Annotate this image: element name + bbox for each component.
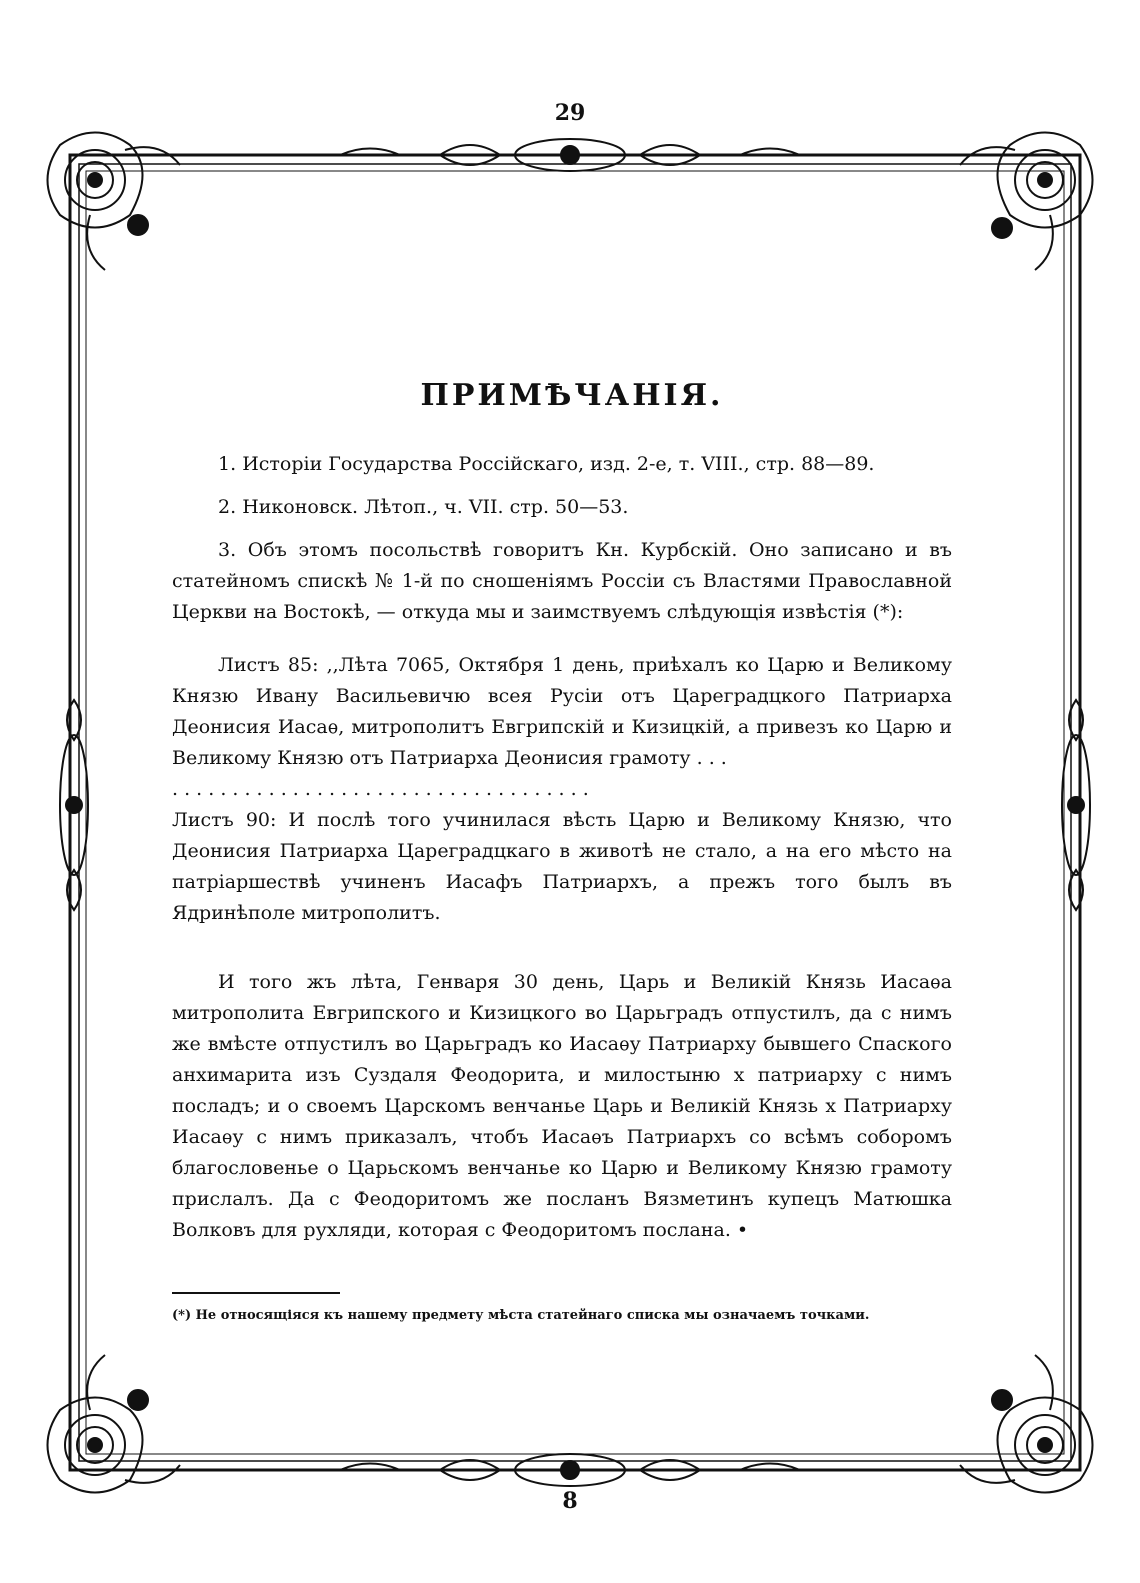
- note-2: [172, 492, 952, 523]
- quote-paragraph-sheet-90: Листъ 90: И послѣ того учинилася вѣсть Царю и Великому Князю, что Деонисия Патриарха Цареградцкаго в животѣ не стало, а на его мѣсто на патріаршествѣ учиненъ Иасафъ Патриархъ, а прежъ того былъ въ Ядринѣполе митрополитъ.: [172, 809, 952, 924]
- note-number: 2.: [218, 496, 237, 518]
- left-side-ornament: [60, 700, 88, 910]
- quote-paragraph-sheet-85: Листъ 85: ,,Лѣта 7065, Октября 1 день, приѣхалъ ко Царю и Великому Князю Ивану Васильевичю всея Русіи отъ Цареградцкого Патриарха Деонисия Иасаѳ, митрополитъ Евгрипскій и Кизицкій, а привезъ ко Царю и Великому Князю отъ Патриарха Деонисия грамоту . . .: [172, 654, 952, 769]
- page-content: [172, 378, 952, 1326]
- quote-paragraph-january: И того жъ лѣта, Генваря 30 день, Царь и Великій Князь Иасаѳа митрополита Евгрипского и Кизицкого во Царьградъ отпустилъ, да с нимъ же вмѣсте отпустилъ во Царьградъ ко Иасаѳу Патриарху бывшего Спаского анхимарита изъ Суздаля Феодорита, и милостыню х патриарху с нимъ посладъ; и о своемъ Царскомъ венчанье Царь и Великій Князь х Патриарху Иасаѳу с нимъ приказалъ, чтобъ Иасаѳъ Патриархъ со всѣмъ соборомъ благословенье о Царьскомъ венчанье ко Царю и Великому Князю грамоту прислалъ. Да с Феодоритомъ же посланъ Вязметинъ купецъ Матюшка Волковъ для рухляди, которая с Феодоритомъ послана. •: [172, 971, 952, 1241]
- note-text: Никоновск. Лѣтоп., ч. VII. стр. 50—53.: [242, 496, 629, 518]
- omission-dots: . . . . . . . . . . . . . . . . . . . . . . . . . . . . . . . . . . .: [172, 778, 589, 800]
- corner-ornament-bottom-left: [48, 1355, 181, 1493]
- footnote-divider: [172, 1292, 340, 1294]
- page-number-bottom: 8: [562, 1488, 578, 1514]
- corner-ornament-bottom-right: [960, 1355, 1093, 1493]
- note-number: 3.: [218, 539, 237, 561]
- page-number-top: 29: [554, 100, 586, 126]
- note-text: Исторіи Государства Россійскаго, изд. 2-е, т. VIII., стр. 88—89.: [242, 453, 875, 475]
- corner-ornament-top-right: [960, 133, 1093, 271]
- note-text: Объ этомъ посольствѣ говоритъ Кн. Курбскій. Оно записано и въ статейномъ спискѣ № 1-й по сношеніямъ Россіи съ Властями Православной Церкви на Востокѣ, — откуда мы и заимствуемъ слѣдующія извѣстія (*):: [172, 539, 952, 623]
- note-3: [172, 535, 952, 628]
- page-title: ПРИМѢЧАНІЯ.: [420, 378, 724, 413]
- right-side-ornament: [1062, 700, 1090, 910]
- note-1: [172, 449, 952, 480]
- quoted-document: [172, 650, 952, 1246]
- corner-ornament-top-left: [48, 133, 181, 271]
- note-number: 1.: [218, 453, 237, 475]
- footnote: (*) Не относящіяся къ нашему предмету мѣста статейнаго списка мы означаемъ точками.: [172, 1308, 870, 1323]
